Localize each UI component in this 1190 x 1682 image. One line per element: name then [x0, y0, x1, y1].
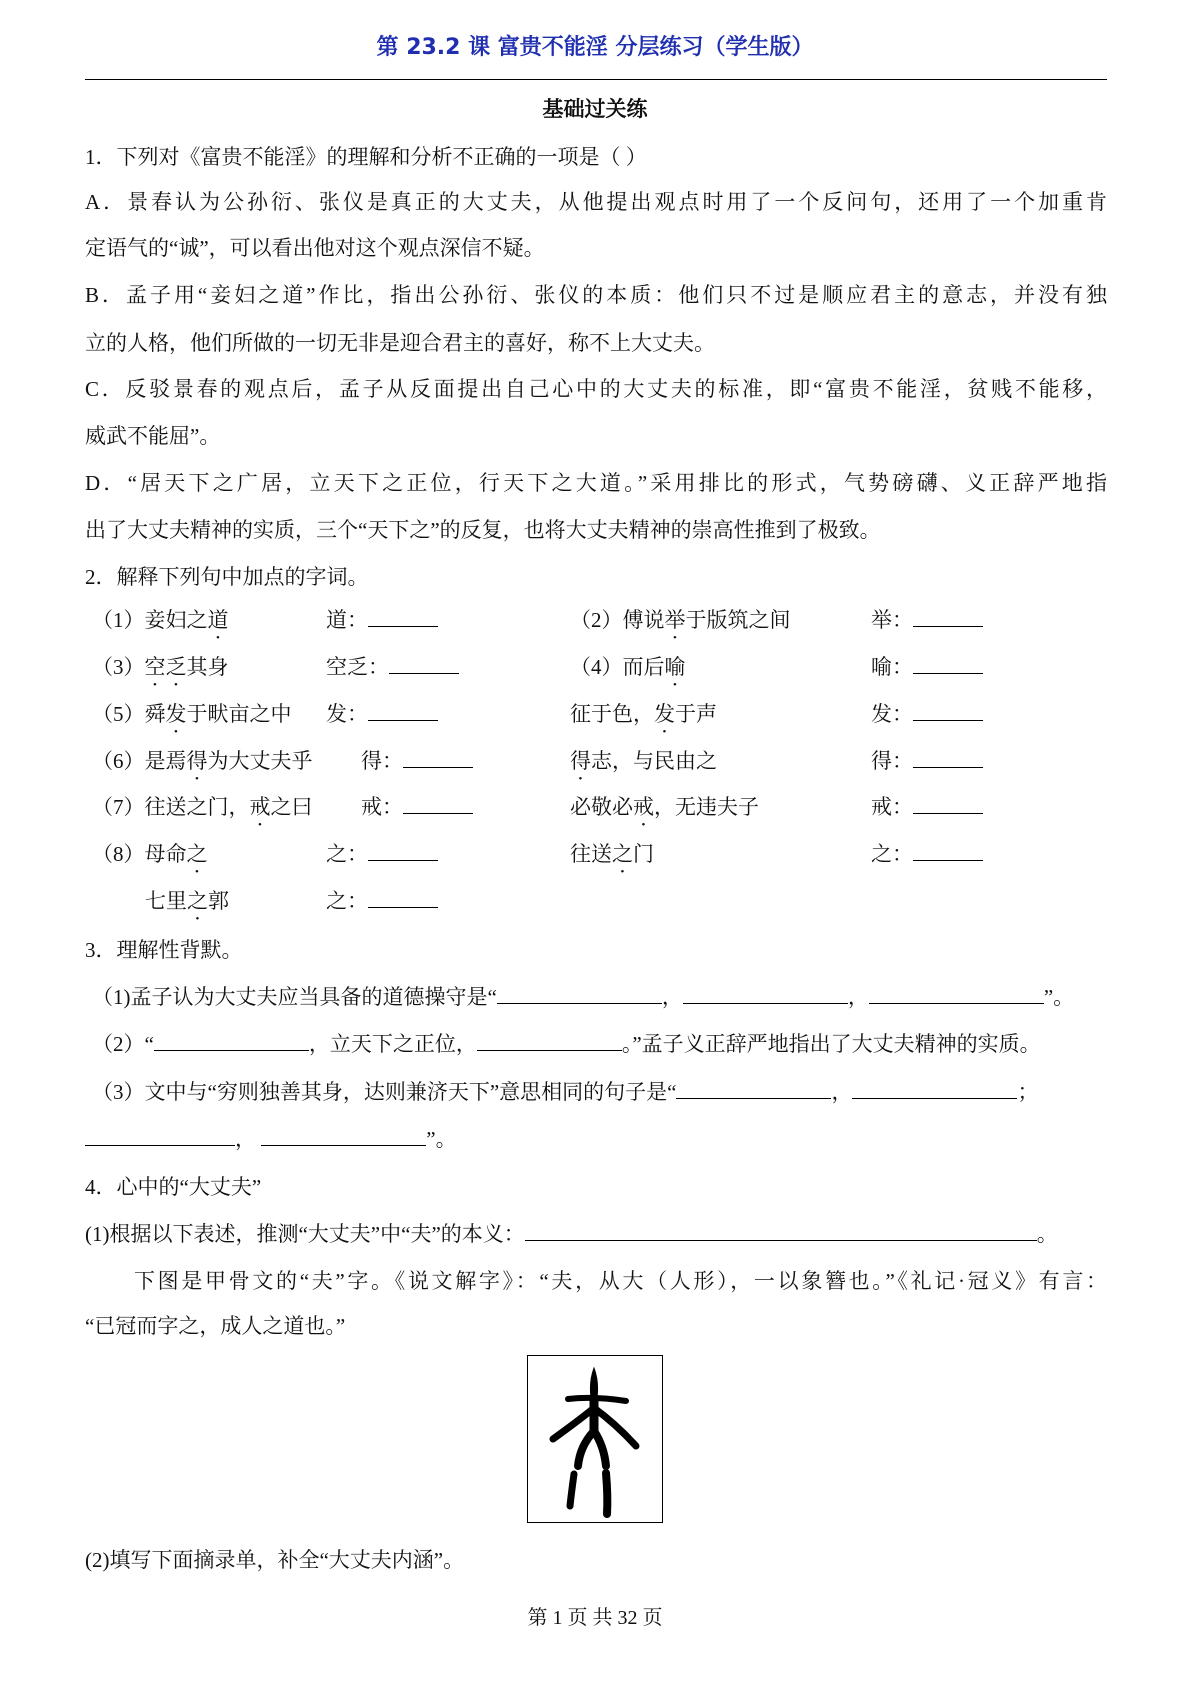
vocab-item-left	[145, 887, 229, 925]
sentence-text: 傅说	[622, 608, 665, 632]
vocab-answer-left	[326, 840, 438, 868]
recite-3-sep: ；	[1017, 1080, 1039, 1104]
vocab-item-right	[570, 747, 717, 785]
answer-label: 发：	[326, 702, 368, 726]
answer-label: 得：	[871, 749, 913, 773]
dotted-word: 道	[207, 608, 229, 632]
sentence-text: 于版筑之间	[685, 608, 791, 632]
sentence-text: 征于色，	[570, 702, 654, 726]
answer-label: 喻：	[871, 655, 913, 679]
answer-label: 之：	[326, 842, 368, 866]
sentence-text: 志，与民由之	[591, 749, 717, 773]
recite-item-3	[92, 1078, 1038, 1106]
dotted-word: 之	[186, 842, 208, 866]
question-2-stem: 2．解释下列句中加点的字词。	[85, 565, 369, 589]
sentence-text: 往送	[570, 842, 612, 866]
dotted-word: 得	[570, 749, 591, 773]
option-b-line1: B．孟子用“妾妇之道”作比，指出公孙衍、张仪的本质：他们只不过是顺应君主的意志，并没有独	[85, 283, 1107, 307]
oracle-glyph-icon	[528, 1356, 661, 1521]
answer-blank[interactable]	[368, 606, 438, 627]
sentence-text: 而后	[622, 655, 665, 679]
answer-blank[interactable]	[368, 887, 438, 908]
sub1-text: (1)根据以下表述，推测“大丈夫”中“夫”的本义：	[85, 1222, 525, 1246]
vocab-item-right	[570, 606, 791, 644]
vocab-answer-right	[871, 840, 983, 868]
item-number: （7）	[92, 795, 145, 819]
answer-blank[interactable]	[683, 983, 848, 1004]
vocab-item-left	[92, 747, 313, 785]
answer-blank[interactable]	[913, 840, 983, 861]
answer-label: 道：	[326, 608, 368, 632]
oracle-bone-fu-character-image	[527, 1355, 663, 1523]
sub1-end: 。	[1036, 1222, 1058, 1246]
option-c-line1: C．反驳景春的观点后，孟子从反面提出自己心中的大丈夫的标准，即“富贵不能淫，贫贱不能移，	[85, 377, 1107, 401]
dotted-word: 喻	[664, 655, 686, 679]
answer-label: 之：	[871, 842, 913, 866]
header-divider	[85, 79, 1107, 80]
dotted-word: 之	[612, 842, 633, 866]
answer-blank[interactable]	[913, 653, 983, 674]
vocab-answer-left	[326, 887, 438, 915]
oracle-description-line2: “已冠而字之，成人之道也。”	[85, 1314, 346, 1338]
dotted-word: 空乏	[144, 655, 187, 679]
vocab-answer-right	[871, 747, 983, 775]
sentence-text: 舜	[144, 702, 166, 726]
option-b-line2: 立的人格，他们所做的一切无非是迎合君主的喜好，称不上大丈夫。	[85, 331, 715, 355]
vocab-answer-left	[326, 700, 438, 728]
item-number: （8）	[92, 842, 145, 866]
option-d-line2: 出了大丈夫精神的实质，三个“天下之”的反复，也将大丈夫精神的崇高性推到了极致。	[85, 518, 881, 542]
vocab-answer-left	[326, 653, 459, 681]
section-heading: 基础过关练	[542, 97, 648, 121]
vocab-item-right	[570, 700, 717, 738]
dotted-word: 戒	[249, 795, 271, 819]
recite-1-text: （1)孟子认为大丈夫应当具备的道德操守是“	[92, 985, 497, 1009]
answer-blank[interactable]	[913, 700, 983, 721]
vocab-item-right	[570, 653, 686, 691]
item-number: （3）	[92, 655, 145, 679]
option-a-line1: A．景春认为公孙衍、张仪是真正的大丈夫，从他提出观点时用了一个反问句，还用了一个加重肯	[85, 190, 1107, 214]
question-4-sub1	[85, 1220, 1058, 1248]
answer-blank[interactable]	[525, 1220, 1037, 1241]
sentence-text: 母命	[144, 842, 187, 866]
sentence-text: 为大丈夫乎	[207, 749, 313, 773]
item-number: （6）	[92, 749, 145, 773]
answer-blank[interactable]	[869, 983, 1044, 1004]
vocab-item-left	[92, 793, 313, 831]
answer-blank[interactable]	[477, 1030, 622, 1051]
sentence-text: 妾妇之	[144, 608, 208, 632]
recite-3-text: （3）文中与“穷则独善其身，达则兼济天下”意思相同的句子是“	[92, 1080, 677, 1104]
item-number: （4）	[570, 655, 623, 679]
option-a-line2: 定语气的“诚”，可以看出他对这个观点深信不疑。	[85, 236, 545, 260]
item-number: （1）	[92, 608, 145, 632]
sentence-text: 门	[633, 842, 654, 866]
vocab-answer-right	[871, 793, 983, 821]
answer-blank[interactable]	[154, 1030, 309, 1051]
answer-label: 得：	[361, 749, 403, 773]
sentence-text: 之曰	[270, 795, 313, 819]
recite-2-text: ，立天下之正位，	[308, 1032, 477, 1056]
recite-item-1	[92, 983, 1074, 1011]
answer-blank[interactable]	[497, 983, 662, 1004]
recite-1-sep: ，	[847, 985, 869, 1009]
dotted-word: 戒	[633, 795, 654, 819]
recite-1-end: ”。	[1043, 985, 1075, 1009]
dotted-word: 发	[654, 702, 675, 726]
option-d-line1: D．“居天下之广居，立天下之正位，行天下之大道。”采用排比的形式，气势磅礴、义正辞严地指	[85, 471, 1107, 495]
question-1-stem: 1．下列对《富贵不能淫》的理解和分析不正确的一项是（ ）	[85, 145, 647, 169]
answer-blank[interactable]	[368, 840, 438, 861]
answer-label: 之：	[326, 889, 368, 913]
answer-blank[interactable]	[676, 1078, 831, 1099]
answer-label: 发：	[871, 702, 913, 726]
recite-3-end: ”。	[426, 1127, 457, 1151]
answer-label: 戒：	[871, 795, 913, 819]
vocab-answer-right	[871, 606, 983, 634]
recite-3-sep: ，	[235, 1127, 256, 1151]
answer-blank[interactable]	[389, 653, 459, 674]
vocab-item-left	[92, 840, 208, 878]
document-title: 第 23.2 课 富贵不能淫 分层练习（学生版）	[376, 35, 814, 60]
item-number: （2）	[570, 608, 623, 632]
question-4-sub2: (2)填写下面摘录单，补全“大丈夫内涵”。	[85, 1548, 465, 1572]
oracle-description-line1: 下图是甲骨文的“夫”字。《说文解字》：“夫，从大（人形），一以象簪也。”《礼记·冠义》有言：	[134, 1269, 1107, 1293]
sentence-text: 其身	[186, 655, 229, 679]
answer-blank[interactable]	[368, 700, 438, 721]
question-3-stem: 3．理解性背默。	[85, 938, 243, 962]
dotted-word: 之	[187, 889, 208, 913]
answer-label: 戒：	[361, 795, 403, 819]
answer-blank[interactable]	[913, 793, 983, 814]
sentence-text: 于畎亩之中	[186, 702, 292, 726]
vocab-answer-left	[361, 793, 473, 821]
answer-blank[interactable]	[913, 747, 983, 768]
recite-2-text: （2）“	[92, 1032, 154, 1056]
recite-3-sep: ，	[831, 1080, 853, 1104]
dotted-word: 举	[664, 608, 686, 632]
answer-label: 空乏：	[326, 655, 389, 679]
recite-2-text: 。”孟子义正辞严地指出了大丈夫精神的实质。	[621, 1032, 1041, 1056]
sentence-text: 必敬必	[570, 795, 633, 819]
option-c-line2: 威武不能屈”。	[85, 424, 221, 448]
answer-blank[interactable]	[261, 1125, 426, 1146]
answer-blank[interactable]	[85, 1125, 235, 1146]
sentence-text: 郭	[208, 889, 229, 913]
dotted-word: 发	[165, 702, 187, 726]
recite-item-2	[92, 1030, 1041, 1058]
vocab-item-left	[92, 606, 229, 644]
answer-blank[interactable]	[403, 747, 473, 768]
answer-blank[interactable]	[913, 606, 983, 627]
vocab-item-right	[570, 840, 654, 878]
vocab-item-right	[570, 793, 759, 831]
vocab-answer-left	[326, 606, 438, 634]
recite-item-3-cont	[85, 1125, 457, 1153]
sentence-text: 往送之门，	[144, 795, 250, 819]
question-4-stem: 4．心中的“大丈夫”	[85, 1175, 262, 1199]
vocab-answer-left	[361, 747, 473, 775]
sentence-text: 是焉	[144, 749, 187, 773]
vocab-item-left	[92, 653, 229, 691]
answer-blank[interactable]	[852, 1078, 1017, 1099]
item-number: （5）	[92, 702, 145, 726]
page-footer: 第 1 页 共 32 页	[527, 1607, 663, 1629]
vocab-item-left	[92, 700, 292, 738]
sentence-text: ，无违夫子	[654, 795, 759, 819]
sentence-text: 于声	[675, 702, 717, 726]
dotted-word: 得	[186, 749, 208, 773]
recite-1-sep: ，	[661, 985, 683, 1009]
answer-label: 举：	[871, 608, 913, 632]
sentence-text: 七里	[145, 889, 187, 913]
vocab-answer-right	[871, 700, 983, 728]
vocab-answer-right	[871, 653, 983, 681]
answer-blank[interactable]	[403, 793, 473, 814]
